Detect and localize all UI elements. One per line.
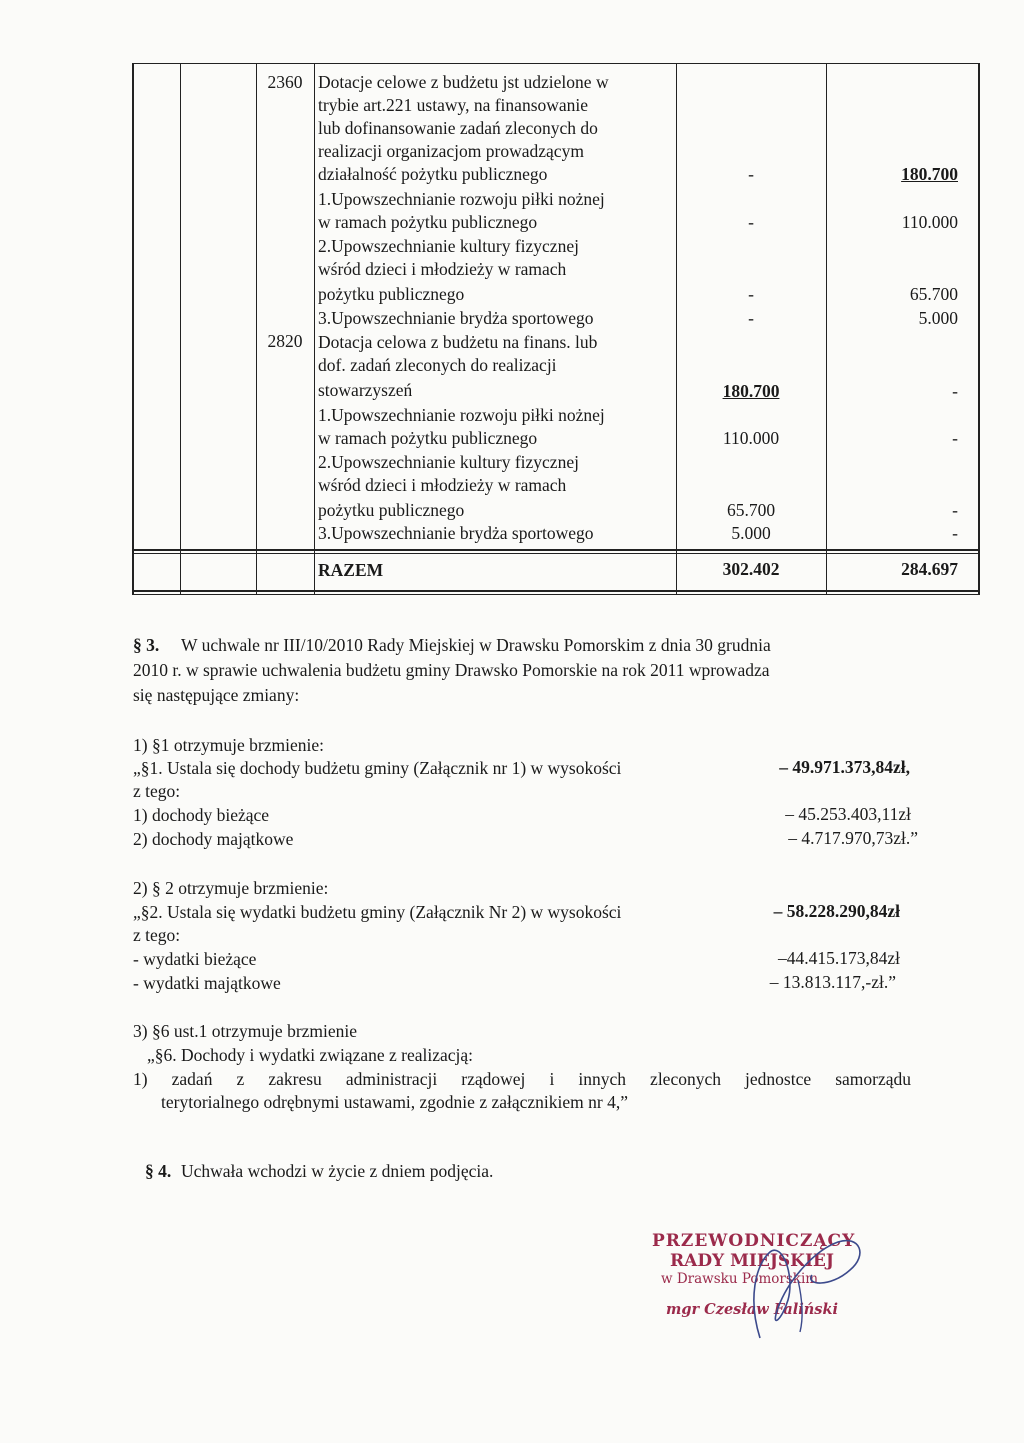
row-desc-line: dof. zadań zleconych do realizacji (318, 355, 557, 375)
row-desc-line: 3.Upowszechnianie brydża sportowego (318, 523, 594, 543)
point-text: „§2. Ustala się wydatki budżetu gminy (Załącznik Nr 2) w wysokości (133, 902, 622, 922)
row-desc-line: Dotacje celowe z budżetu jst udzielone w (318, 72, 609, 92)
row-desc-line: Dotacja celowa z budżetu na finans. lub (318, 332, 598, 352)
value-col1: - (748, 284, 754, 304)
amount: – 13.813.117,-zł.” (769, 972, 896, 992)
row-desc-line: wśród dzieci i młodzieży w ramach (318, 475, 567, 495)
row-desc-line: pożytku publicznego (318, 500, 465, 520)
section-sign: § 4. (145, 1161, 172, 1181)
total-col2: 284.697 (901, 559, 958, 579)
stamp-line: w Drawsku Pomorskim (661, 1271, 819, 1287)
value-col2: 110.000 (901, 212, 958, 232)
row-desc-line: 1.Upowszechnianie rozwoju piłki nożnej (318, 405, 605, 425)
stamp-line: RADY MIEJSKIEJ (670, 1251, 834, 1271)
row-desc-line: 2.Upowszechnianie kultury fizycznej (318, 236, 579, 256)
signature-icon (700, 1220, 880, 1360)
value-col1: 180.700 (722, 381, 780, 401)
row-desc-line: 1.Upowszechnianie rozwoju piłki nożnej (318, 189, 605, 209)
value-col2: - (952, 381, 958, 401)
row-desc-line: 3.Upowszechnianie brydża sportowego (318, 308, 594, 328)
paragraph-code: 2360 (267, 72, 303, 92)
row-desc-line: pożytku publicznego (318, 284, 465, 304)
value-col1: 110.000 (722, 428, 780, 448)
section-intro-line: się następujące zmiany: (133, 685, 300, 705)
amount: – 45.253.403,11zł (785, 804, 911, 824)
amount: – 58.228.290,84zł (773, 901, 900, 921)
amount: –44.415.173,84zł (777, 948, 900, 968)
point-item: terytorialnego odrębnymi ustawami, zgodnie z załącznikiem nr 4,” (161, 1092, 628, 1112)
point-text: „§6. Dochody i wydatki związane z realizacją: (147, 1045, 474, 1065)
row-desc-line: wśród dzieci i młodzieży w ramach (318, 259, 567, 279)
total-col1: 302.402 (722, 559, 780, 579)
point-item: 1) zadań z zakresu administracji rządowej i innych zleconych jednostce samorządu (133, 1069, 911, 1089)
row-desc-line: 2.Upowszechnianie kultury fizycznej (318, 452, 579, 472)
amount: – 4.717.970,73zł.” (788, 828, 918, 848)
section-sign: § 3. (133, 635, 160, 655)
value-col2: 5.000 (918, 308, 958, 328)
value-col2: - (952, 500, 958, 520)
point-item: - wydatki majątkowe (133, 973, 281, 993)
total-label: RAZEM (318, 560, 384, 580)
point-item: 2) dochody majątkowe (133, 829, 294, 849)
value-col2: - (952, 523, 958, 543)
value-col1: - (748, 308, 754, 328)
row-desc-line: działalność pożytku publicznego (318, 164, 548, 184)
value-col2: 65.700 (909, 284, 958, 304)
point-text: z tego: (133, 781, 181, 801)
value-col1: - (748, 212, 754, 232)
value-col2: - (952, 428, 958, 448)
row-desc-line: trybie art.221 ustawy, na finansowanie (318, 95, 589, 115)
row-desc-line: realizacji organizacjom prowadzącym (318, 141, 584, 161)
stamp-line: PRZEWODNICZĄCY (652, 1231, 856, 1251)
row-desc-line: w ramach pożytku publicznego (318, 428, 538, 448)
value-col1: 5.000 (731, 523, 771, 543)
section-text: Uchwała wchodzi w życie z dniem podjęcia. (181, 1161, 494, 1181)
point-heading: 2) § 2 otrzymuje brzmienie: (133, 878, 329, 898)
point-heading: 3) §6 ust.1 otrzymuje brzmienie (133, 1021, 358, 1041)
section-intro-line: 2010 r. w sprawie uchwalenia budżetu gminy Drawsko Pomorskie na rok 2011 wprowadza (133, 660, 770, 680)
value-col2: 180.700 (901, 164, 958, 184)
amount: – 49.971.373,84zł, (779, 757, 910, 777)
point-heading: 1) §1 otrzymuje brzmienie: (133, 735, 324, 755)
value-col1: - (748, 164, 754, 184)
value-col1: 65.700 (726, 500, 776, 520)
section-intro-line: W uchwale nr III/10/2010 Rady Miejskiej w Drawsku Pomorskim z dnia 30 grudnia (181, 635, 771, 655)
point-text: „§1. Ustala się dochody budżetu gminy (Załącznik nr 1) w wysokości (133, 758, 622, 778)
paragraph-code: 2820 (267, 331, 303, 351)
point-text: z tego: (133, 925, 181, 945)
row-desc-line: lub dofinansowanie zadań zleconych do (318, 118, 598, 138)
point-item: 1) dochody bieżące (133, 805, 270, 825)
row-desc-line: w ramach pożytku publicznego (318, 212, 538, 232)
stamp-line: mgr Czesław Faliński (666, 1301, 839, 1318)
point-item: - wydatki bieżące (133, 949, 257, 969)
row-desc-line: stowarzyszeń (318, 380, 413, 400)
